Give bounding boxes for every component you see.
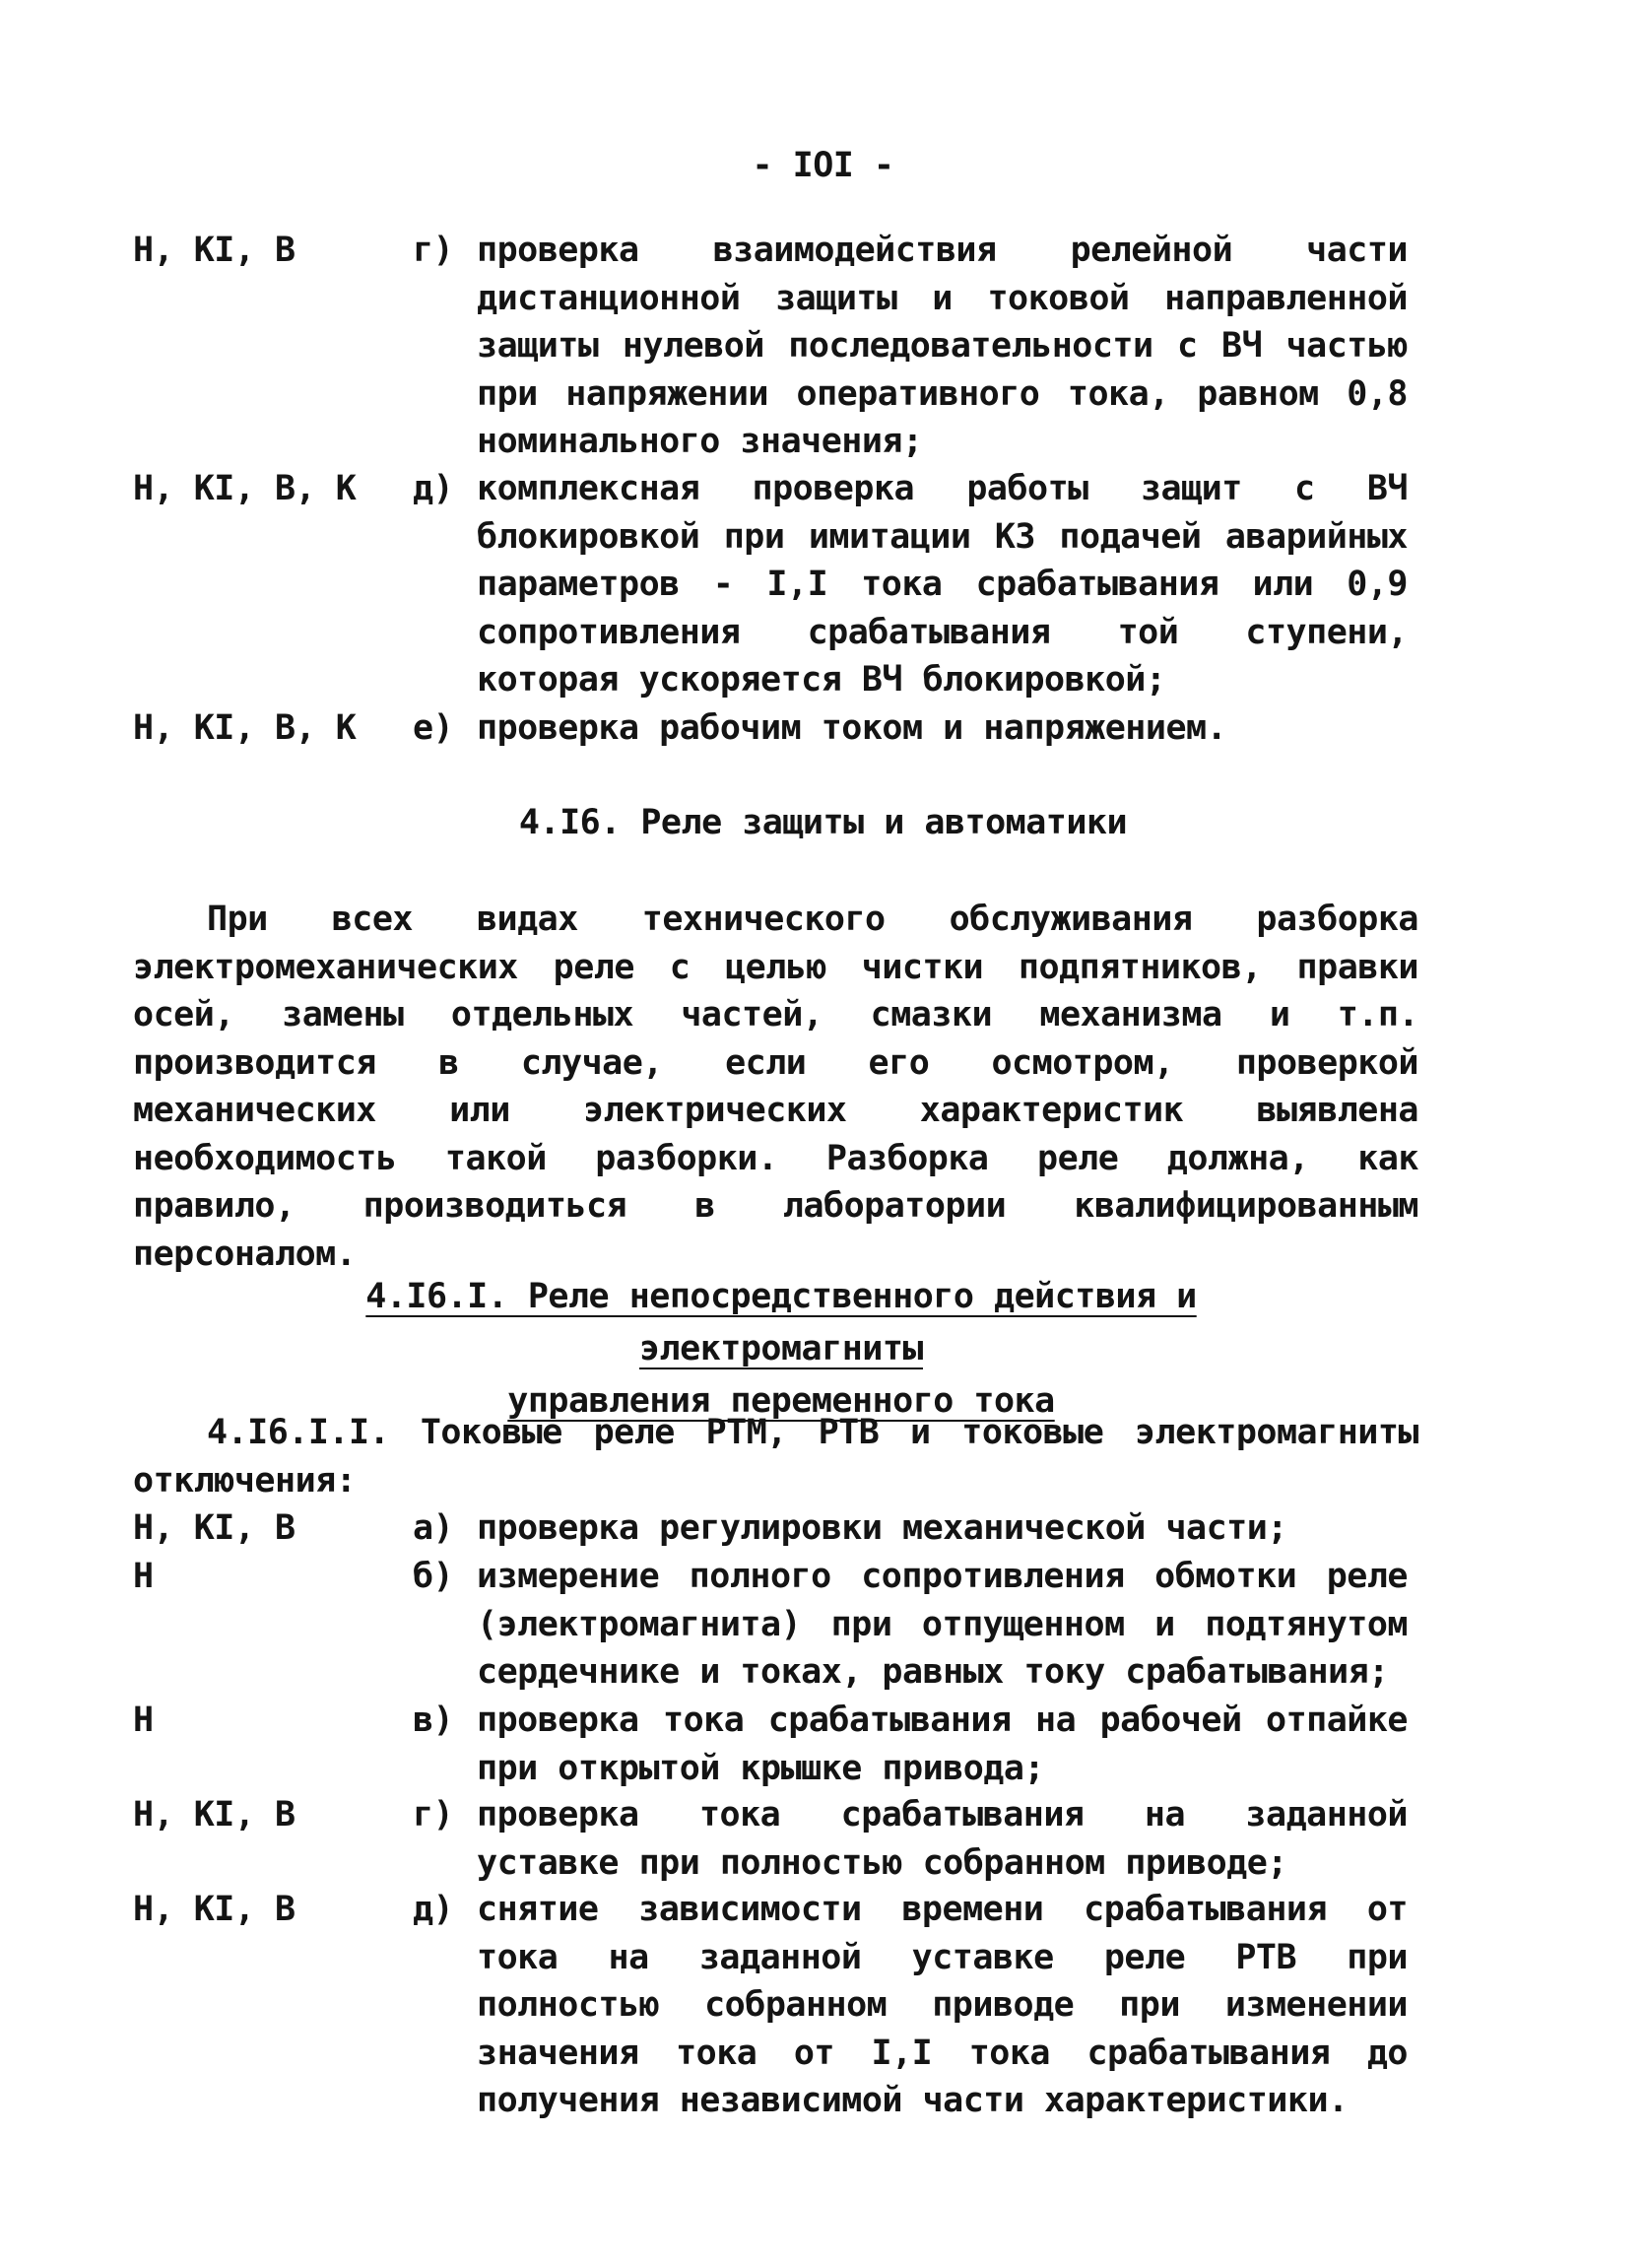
item-text: проверка регулировки механической части; [477,1508,1287,1548]
page-number: - IOI - [752,146,894,185]
item-codes: Н, КI, В [133,1890,296,1929]
item-body [413,1553,1408,1697]
item-text: измерение полного сопротивления обмотки реле (электромагнита) при отпущенном и подтянутом сердечнике и токах, равных току срабатывания; [477,1557,1408,1692]
item-body [413,1697,1408,1792]
item-body [413,465,1408,704]
item-text: комплексная проверка работы защит с ВЧ блокировкой при имитации КЗ подачей аварийных параметров - I,I тока срабатывания или 0,9 сопротивления срабатывания той ступени, которая ускоряется ВЧ блокировкой; [477,469,1408,700]
item-marker: д) [413,1890,454,1929]
item-text: проверка взаимодействия релейной части дистанционной защиты и токовой направленной защиты нулевой последовательности с ВЧ частью при напряжении оперативного тока, равном 0,8 номинального значения; [477,231,1408,461]
item-codes: Н, КI, В [133,1508,296,1548]
item-marker: д) [413,469,454,508]
subsection-heading [215,1271,1348,1428]
subsection-heading-line1: 4.I6.I. Реле непосредственного действия и электромагниты [365,1277,1197,1368]
item-body [413,227,1408,466]
item-marker: г) [413,231,454,270]
item-body [413,704,1408,753]
section-heading: 4.I6. Реле защиты и автоматики [518,803,1128,842]
item-codes: Н, КI, В [133,231,296,270]
item-codes: Н, КI, В, К [133,708,357,748]
item-text: снятие зависимости времени срабатывания от тока на заданной уставке реле РТВ при полностью собранном приводе при изменении значения тока от I,I тока срабатывания до получения независимой части характеристики. [477,1890,1408,2120]
item-marker: г) [413,1795,454,1834]
item-codes: Н, КI, В [133,1795,296,1834]
item-marker: е) [413,708,454,748]
item-marker: в) [413,1701,454,1740]
item-body [413,1504,1408,1553]
item-codes: Н, КI, В, К [133,469,357,508]
item-codes: Н [133,1557,154,1596]
section-paragraph: При всех видах технического обслуживания разборка электромеханических реле с целью чистки подпятников, правки осей, замены отдельных частей, смазки механизма и т.п. производится в случае, если его осмотром, проверкой механических или электрических характеристик выявлена необходимость такой разборки. Разборка реле должна, как правило, производиться в лаборатории квалифицированным персоналом. [133,900,1418,1274]
item-body [413,1791,1408,1887]
item-codes: Н [133,1701,154,1740]
clause-intro: 4.I6.I.I. Токовые реле РТМ, РТВ и токовые электромагниты отключения: [133,1413,1418,1501]
item-text: проверка тока срабатывания на рабочей отпайке при открытой крышке привода; [477,1701,1408,1788]
item-text: проверка рабочим током и напряжением. [477,708,1227,748]
item-text: проверка тока срабатывания на заданной уставке при полностью собранном приводе; [477,1795,1408,1883]
item-marker: а) [413,1508,454,1548]
item-marker: б) [413,1557,454,1596]
subsection-heading-line2: управления переменного тока [507,1381,1055,1421]
item-body [413,1886,1408,2125]
